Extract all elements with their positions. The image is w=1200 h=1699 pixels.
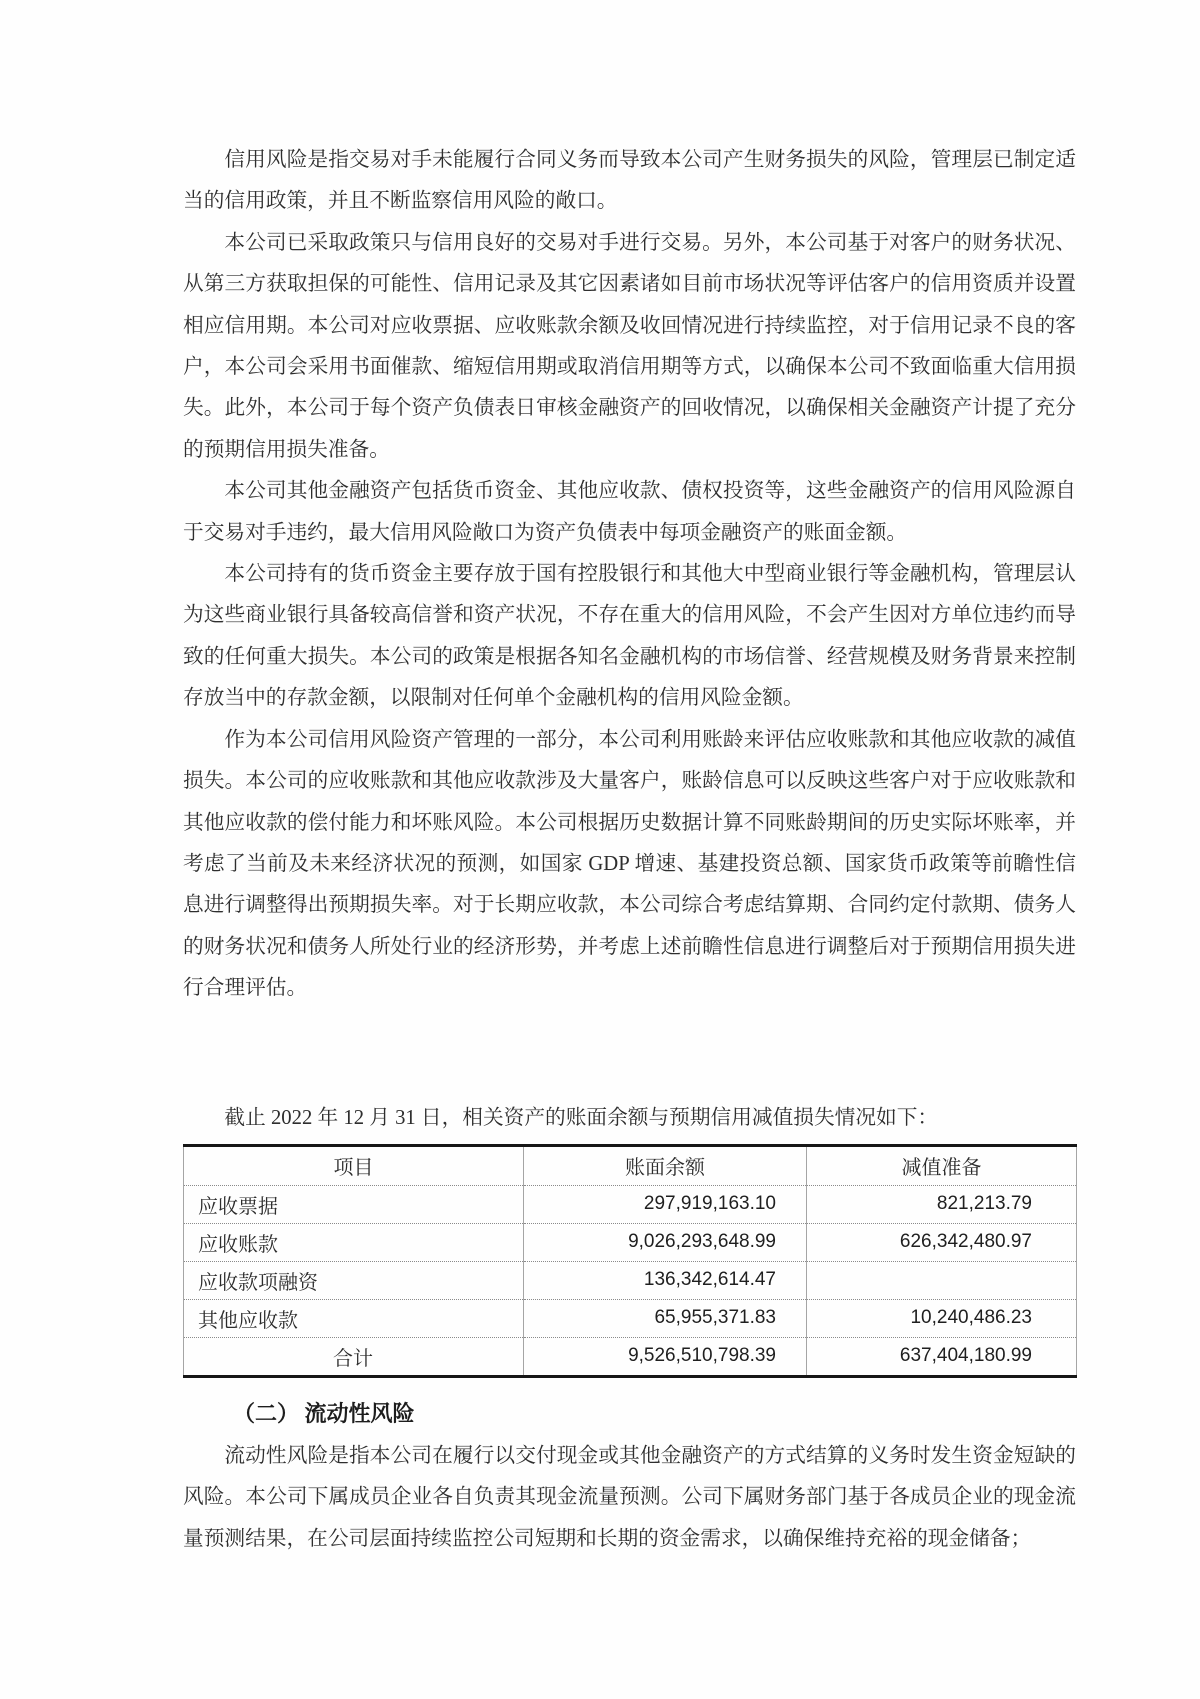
table-row: [184, 1299, 1077, 1337]
paragraph-credit-2: 本公司已采取政策只与信用良好的交易对手进行交易。另外，本公司基于对客户的财务状况、从第三方获取担保的可能性、信用记录及其它因素诸如目前市场状况等评估客户的信用资质并设置相应信用期。本公司对应收票据、应收账款余额及收回情况进行持续监控，对于信用记录不良的客户，本公司会采用书面催款、缩短信用期或取消信用期等方式，以确保本公司不致面临重大信用损失。此外，本公司于每个资产负债表日审核金融资产的回收情况，以确保相关金融资产计提了充分的预期信用损失准备。: [183, 231, 1076, 461]
column-header-item: 项目: [333, 1157, 374, 1180]
paragraph-credit-3: 本公司其他金融资产包括货币资金、其他应收款、债权投资等，这些金融资产的信用风险源自于交易对手违约，最大信用风险敞口为资产负债表中每项金融资产的账面金额。: [183, 480, 1076, 544]
cell-balance: 136,342,614.47: [524, 1261, 807, 1299]
cell-balance: 297,919,163.10: [524, 1185, 807, 1223]
cell-total-impairment: 637,404,180.99: [807, 1337, 1077, 1376]
credit-risk-section: [183, 140, 1076, 1378]
cell-item: 应收款项融资: [184, 1261, 524, 1299]
paragraph-liquidity-1: 流动性风险是指本公司在履行以交付现金或其他金融资产的方式结算的义务时发生资金短缺的风险。本公司下属成员企业各自负责其现金流量预测。公司下属财务部门基于各成员企业的现金流量预测结果，在公司层面持续监控公司短期和长期的资金需求，以确保维持充裕的现金储备；: [183, 1444, 1076, 1550]
impairment-table-header: [184, 1145, 1077, 1185]
cell-total-balance: 9,526,510,798.39: [524, 1337, 807, 1376]
paragraph-credit-1: 信用风险是指交易对手未能履行合同义务而导致本公司产生财务损失的风险，管理层已制定适当的信用政策，并且不断监察信用风险的敞口。: [183, 149, 1076, 213]
cell-item: 应收账款: [184, 1223, 524, 1261]
cell-item: 其他应收款: [184, 1299, 524, 1337]
cell-total-label: 合计: [184, 1337, 524, 1376]
impairment-table: [183, 1144, 1077, 1378]
impairment-table-body: [184, 1185, 1077, 1376]
table-row: [184, 1185, 1077, 1223]
liquidity-heading: （二） 流动性风险: [233, 1400, 415, 1426]
page-content: [183, 140, 1076, 1560]
table-intro: 截止 2022 年 12 月 31 日，相关资产的账面余额与预期信用减值损失情况如下：: [224, 1106, 939, 1129]
cell-impairment: 626,342,480.97: [807, 1223, 1077, 1261]
liquidity-risk-section: [183, 1398, 1076, 1560]
cell-impairment: [807, 1261, 1077, 1299]
cell-balance: 9,026,293,648.99: [524, 1223, 807, 1261]
table-header-row: [184, 1145, 1077, 1185]
cell-impairment: 821,213.79: [807, 1185, 1077, 1223]
column-header-impairment: 减值准备: [807, 1145, 1077, 1185]
table-row: [184, 1261, 1077, 1299]
table-row: [184, 1223, 1077, 1261]
cell-balance: 65,955,371.83: [524, 1299, 807, 1337]
cell-item: 应收票据: [184, 1185, 524, 1223]
paragraph-credit-4: 本公司持有的货币资金主要存放于国有控股银行和其他大中型商业银行等金融机构，管理层认为这些商业银行具备较高信誉和资产状况，不存在重大的信用风险，不会产生因对方单位违约而导致的任何重大损失。本公司的政策是根据各知名金融机构的市场信誉、经营规模及财务背景来控制存放当中的存款金额，以限制对任何单个金融机构的信用风险金额。: [183, 563, 1076, 710]
column-header-balance: 账面余额: [524, 1145, 807, 1185]
paragraph-credit-5: 作为本公司信用风险资产管理的一部分，本公司利用账龄来评估应收账款和其他应收款的减值损失。本公司的应收账款和其他应收款涉及大量客户，账龄信息可以反映这些客户对于应收账款和其他应收款的偿付能力和坏账风险。本公司根据历史数据计算不同账龄期间的历史实际坏账率，并考虑了当前及未来经济状况的预测，如国家 GDP 增速、基建投资总额、国家货币政策等前瞻性信息进行调整得出预期损失率。对于长期应收款，本公司综合考虑结算期、合同约定付款期、债务人的财务状况和债务人所处行业的经济形势，并考虑上述前瞻性信息进行调整后对于预期信用损失进行合理评估。: [183, 728, 1076, 1000]
cell-impairment: 10,240,486.23: [807, 1299, 1077, 1337]
table-total-row: [184, 1337, 1077, 1376]
